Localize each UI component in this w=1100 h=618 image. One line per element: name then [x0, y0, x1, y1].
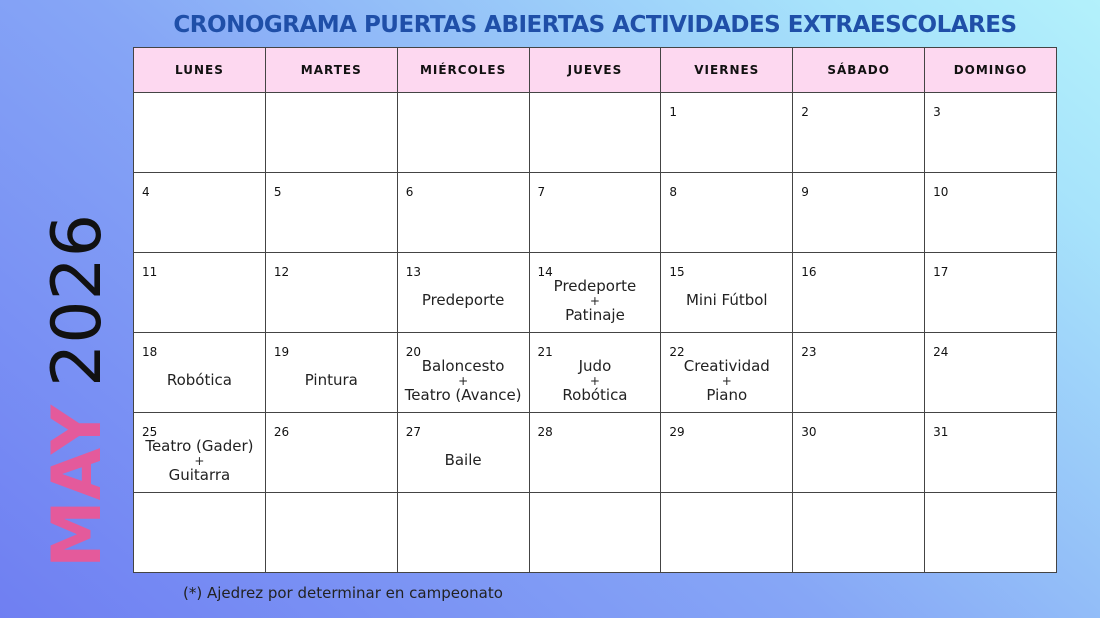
weekday-header: VIERNES: [661, 48, 793, 93]
activity-label: Predeporte: [421, 291, 505, 309]
day-number: 11: [142, 265, 158, 279]
activity-list: [266, 351, 397, 410]
day-number: 14: [537, 265, 553, 279]
day-cell: [925, 493, 1057, 573]
day-cell: [925, 413, 1057, 493]
activity-label: Mini Fútbol: [685, 291, 768, 309]
activity-label: Teatro (Avance): [404, 385, 522, 404]
day-cell: [529, 173, 661, 253]
weekday-header: MIÉRCOLES: [397, 48, 529, 93]
day-cell: [661, 493, 793, 573]
day-number: 1: [669, 105, 678, 119]
day-number: 30: [801, 425, 817, 439]
week-row: [134, 413, 1057, 493]
weekday-header: SÁBADO: [793, 48, 925, 93]
activity-label: Pintura: [304, 371, 358, 389]
weekday-header-row: [134, 48, 1057, 93]
activity-label: Baile: [444, 451, 482, 469]
day-number: 5: [273, 185, 282, 199]
day-cell: [793, 413, 925, 493]
day-cell: [397, 253, 529, 333]
day-number: 17: [933, 265, 949, 279]
activity-list: [661, 271, 792, 330]
day-cell: [134, 93, 266, 173]
weekday-header: LUNES: [134, 48, 266, 93]
activity-label: Robótica: [562, 385, 628, 404]
activity-label: Patinaje: [565, 305, 625, 324]
activity-label: Baloncesto: [421, 356, 505, 375]
weekday-header: DOMINGO: [925, 48, 1057, 93]
activity-list: [661, 351, 792, 410]
activity-label: Piano: [706, 385, 748, 404]
day-number: 16: [801, 265, 817, 279]
day-number: 28: [537, 425, 553, 439]
week-row: [134, 173, 1057, 253]
day-cell: [661, 413, 793, 493]
day-number: 2: [801, 105, 809, 119]
week-row: [134, 333, 1057, 413]
year-label: 2026: [38, 213, 117, 388]
day-number: 8: [669, 185, 678, 199]
calendar-body: [134, 93, 1057, 573]
day-cell: [265, 173, 397, 253]
day-cell: [529, 93, 661, 173]
activity-list: [398, 431, 529, 490]
month-year-label: [38, 212, 117, 570]
day-number: 10: [933, 185, 949, 199]
day-cell: [793, 333, 925, 413]
activity-list: [398, 351, 529, 410]
day-cell: [134, 253, 266, 333]
activity-label: Guitarra: [168, 465, 231, 484]
day-cell: [134, 413, 266, 493]
day-cell: [265, 413, 397, 493]
day-number: 25: [142, 425, 158, 439]
day-number: 6: [405, 185, 414, 199]
day-cell: [397, 173, 529, 253]
day-cell: [397, 93, 529, 173]
day-cell: [661, 253, 793, 333]
day-number: 22: [669, 345, 685, 359]
day-number: 21: [537, 345, 553, 359]
day-cell: [529, 413, 661, 493]
day-cell: [134, 493, 266, 573]
plus-separator: +: [589, 373, 600, 388]
activity-label: Predeporte: [553, 276, 637, 295]
activity-label: Robótica: [166, 371, 232, 389]
activity-list: [530, 271, 661, 330]
week-row: [134, 253, 1057, 333]
footnote: (*) Ajedrez por determinar en campeonato: [183, 584, 503, 602]
day-cell: [925, 253, 1057, 333]
day-number: 23: [801, 345, 817, 359]
week-row: [134, 493, 1057, 573]
day-number: 12: [273, 265, 290, 279]
page-title: CRONOGRAMA PUERTAS ABIERTAS ACTIVIDADES EXTRAESCOLARES: [173, 12, 1017, 38]
calendar-grid: [133, 47, 1057, 573]
day-number: 26: [273, 425, 290, 439]
activity-list: [530, 351, 661, 410]
day-cell: [265, 493, 397, 573]
day-number: 7: [537, 185, 546, 199]
activity-label: Judo: [578, 356, 612, 375]
day-cell: [265, 333, 397, 413]
day-cell: [397, 413, 529, 493]
day-cell: [925, 333, 1057, 413]
day-number: 19: [273, 345, 290, 359]
day-cell: [397, 333, 529, 413]
month-label: MAY: [38, 405, 117, 569]
day-cell: [661, 173, 793, 253]
day-cell: [265, 253, 397, 333]
day-number: 24: [933, 345, 949, 359]
day-cell: [925, 93, 1057, 173]
day-cell: [134, 333, 266, 413]
day-number: 18: [142, 345, 158, 359]
day-cell: [529, 493, 661, 573]
day-cell: [925, 173, 1057, 253]
day-cell: [529, 333, 661, 413]
activity-label: Teatro (Gader): [145, 436, 254, 455]
plus-separator: +: [721, 373, 732, 388]
day-cell: [793, 173, 925, 253]
activity-list: [134, 431, 265, 490]
activity-list: [398, 271, 529, 330]
day-cell: [397, 493, 529, 573]
day-number: 20: [405, 345, 421, 359]
week-row: [134, 93, 1057, 173]
day-number: 9: [801, 185, 809, 199]
day-cell: [661, 93, 793, 173]
plus-separator: +: [589, 293, 600, 308]
plus-separator: +: [194, 453, 205, 468]
day-cell: [134, 173, 266, 253]
day-cell: [529, 253, 661, 333]
day-number: 3: [933, 105, 941, 119]
day-cell: [265, 93, 397, 173]
day-number: 4: [142, 185, 150, 199]
day-number: 27: [405, 425, 421, 439]
day-cell: [661, 333, 793, 413]
plus-separator: +: [458, 373, 469, 388]
activity-label: Creatividad: [683, 356, 770, 375]
day-cell: [793, 493, 925, 573]
day-number: 29: [669, 425, 685, 439]
day-number: 15: [669, 265, 685, 279]
weekday-header: MARTES: [265, 48, 397, 93]
activity-list: [134, 351, 265, 410]
weekday-header: JUEVES: [529, 48, 661, 93]
day-cell: [793, 93, 925, 173]
day-number: 31: [933, 425, 949, 439]
day-number: 13: [405, 265, 421, 279]
day-cell: [793, 253, 925, 333]
